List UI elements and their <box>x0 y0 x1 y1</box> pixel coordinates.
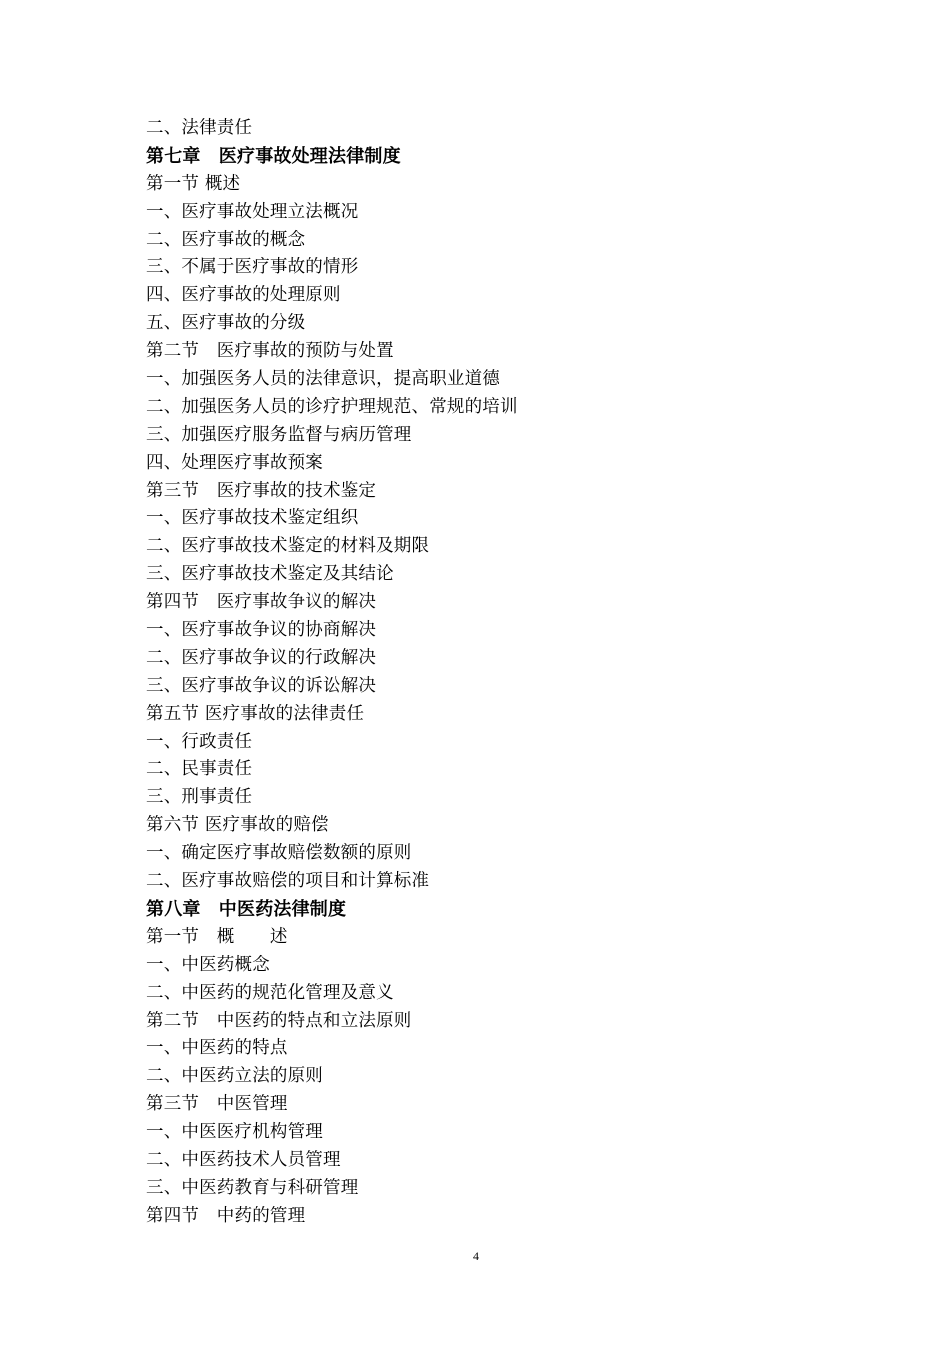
toc-item: 二、中医药技术人员管理 <box>146 1149 341 1170</box>
toc-item: 二、医疗事故争议的行政解决 <box>146 647 377 668</box>
toc-item: 二、医疗事故赔偿的项目和计算标准 <box>146 871 430 892</box>
section-heading: 第二节 医疗事故的预防与处置 <box>146 341 394 362</box>
toc-item: 二、中医药的规范化管理及意义 <box>146 982 394 1003</box>
section-heading: 第二节 中医药的特点和立法原则 <box>146 1010 412 1031</box>
section-heading: 第三节 医疗事故的技术鉴定 <box>146 480 377 501</box>
section-heading: 第六节 医疗事故的赔偿 <box>146 815 329 836</box>
toc-item: 一、中医药概念 <box>146 954 270 975</box>
toc-item: 一、中医医疗机构管理 <box>146 1122 323 1143</box>
toc-item: 一、中医药的特点 <box>146 1038 288 1059</box>
section-heading: 第三节 中医管理 <box>146 1094 288 1115</box>
toc-item: 一、行政责任 <box>146 731 253 752</box>
toc-item: 三、医疗事故技术鉴定及其结论 <box>146 564 394 585</box>
toc-item: 二、医疗事故的概念 <box>146 229 306 250</box>
toc-item: 二、加强医务人员的诊疗护理规范、常规的培训 <box>146 396 518 417</box>
toc-item: 一、确定医疗事故赔偿数额的原则 <box>146 843 412 864</box>
chapter-heading: 第八章 中医药法律制度 <box>146 898 347 920</box>
section-heading: 第一节 概 述 <box>146 926 288 947</box>
toc-item: 三、不属于医疗事故的情形 <box>146 257 359 278</box>
section-heading: 第一节 概述 <box>146 173 241 194</box>
toc-item: 一、加强医务人员的法律意识，提高职业道德 <box>146 369 500 390</box>
toc-item: 四、医疗事故的处理原则 <box>146 285 341 306</box>
section-heading: 第五节 医疗事故的法律责任 <box>146 703 365 724</box>
section-heading: 第四节 中药的管理 <box>146 1205 306 1226</box>
toc-item: 二、民事责任 <box>146 759 253 780</box>
toc-item: 二、中医药立法的原则 <box>146 1066 323 1087</box>
toc-item: 一、医疗事故技术鉴定组织 <box>146 508 359 529</box>
toc-item: 三、刑事责任 <box>146 787 253 808</box>
toc-item: 二、法律责任 <box>146 118 253 138</box>
toc-item: 一、医疗事故争议的协商解决 <box>146 620 377 641</box>
toc-item: 二、医疗事故技术鉴定的材料及期限 <box>146 536 430 557</box>
chapter-heading: 第七章 医疗事故处理法律制度 <box>146 145 401 167</box>
page-number: 4 <box>473 1249 479 1263</box>
table-of-contents <box>146 115 846 1231</box>
toc-item: 一、医疗事故处理立法概况 <box>146 201 359 222</box>
section-heading: 第四节 医疗事故争议的解决 <box>146 592 377 613</box>
toc-item: 三、医疗事故争议的诉讼解决 <box>146 675 377 696</box>
toc-item: 五、医疗事故的分级 <box>146 313 306 334</box>
toc-item: 四、处理医疗事故预案 <box>146 452 323 473</box>
toc-item: 三、加强医疗服务监督与病历管理 <box>146 424 412 445</box>
toc-item: 三、中医药教育与科研管理 <box>146 1177 359 1198</box>
